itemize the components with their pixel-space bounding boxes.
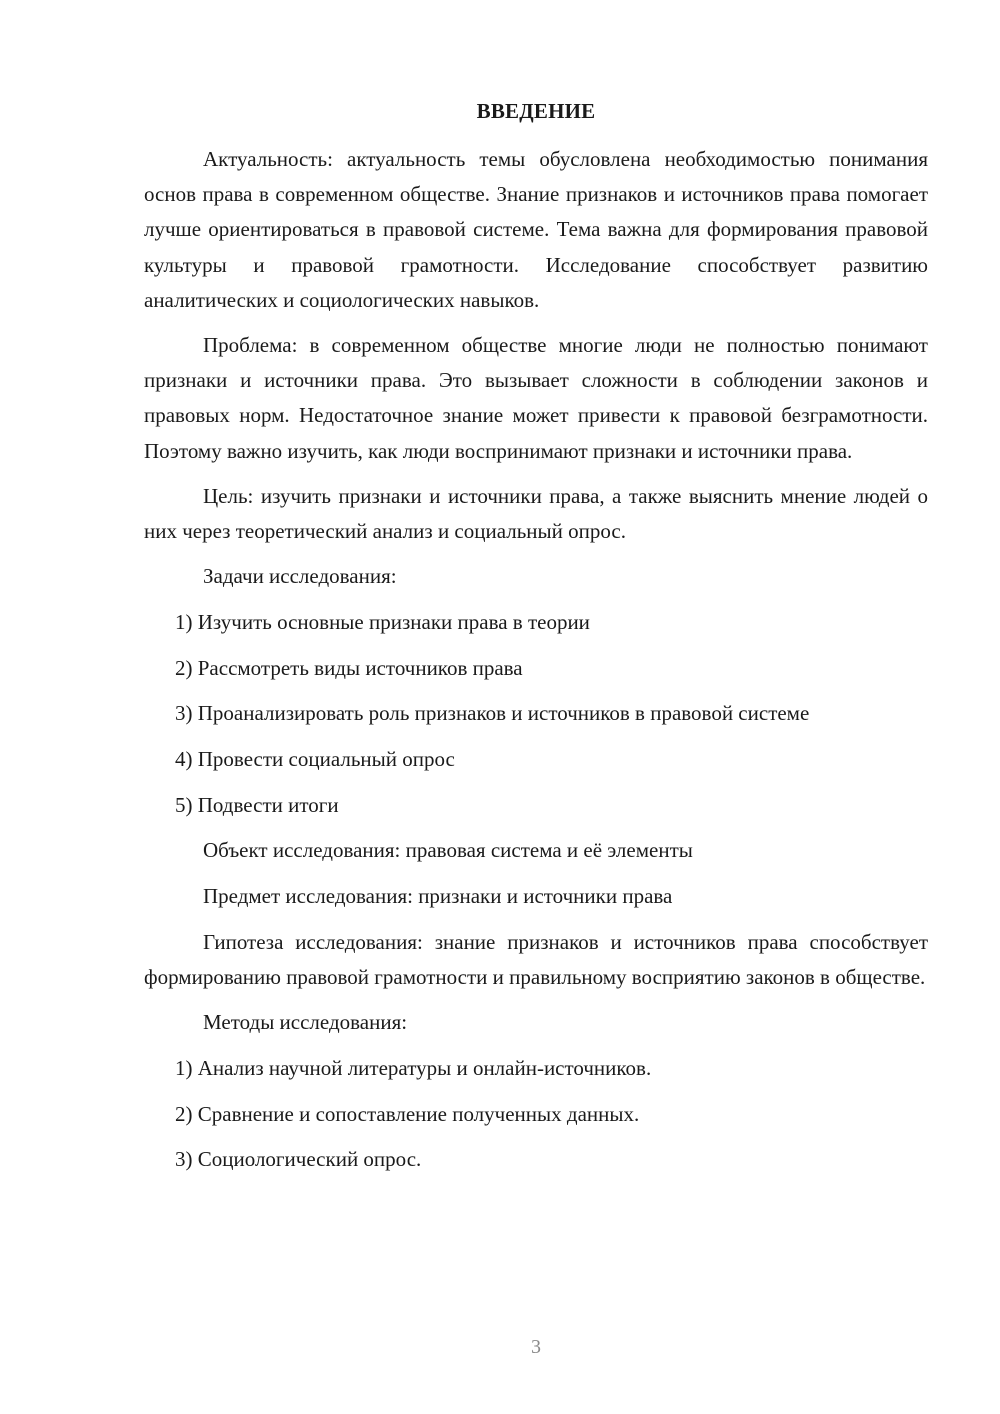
paragraph-goal: Цель: изучить признаки и источники права, а также выяснить мнение людей о них через теоретический анализ и социальный опрос. [144, 483, 928, 544]
list-item: 2) Сравнение и сопоставление полученных данных. [175, 1101, 640, 1126]
page-number: 3 [531, 1336, 541, 1358]
list-item: 1) Изучить основные признаки права в теории [175, 609, 590, 634]
list-item: 1) Анализ научной литературы и онлайн-источников. [175, 1055, 652, 1080]
research-object: Объект исследования: правовая система и её элементы [203, 838, 693, 863]
methods-heading: Методы исследования: [203, 1010, 408, 1035]
list-item: 2) Рассмотреть виды источников права [175, 655, 523, 680]
research-hypothesis: Гипотеза исследования: знание признаков и источников права способствует формированию правовой грамотности и правильному восприятию законов в обществе. [144, 929, 928, 990]
list-item: 3) Проанализировать роль признаков и источников в правовой системе [175, 701, 810, 726]
paragraph-problem: Проблема: в современном обществе многие люди не полностью понимают признаки и источники права. Это вызывает сложности в соблюдении законов и правовых норм. Недостаточное знание может привести к правовой безграмотности. Поэтому важно изучить, как люди воспринимают признаки и источники права. [144, 333, 928, 463]
research-subject: Предмет исследования: признаки и источники права [203, 884, 673, 909]
page-title: ВВЕДЕНИЕ [476, 99, 596, 123]
list-item: 3) Социологический опрос. [175, 1147, 422, 1172]
tasks-list [144, 605, 928, 823]
tasks-heading: Задачи исследования: [203, 564, 397, 589]
paragraph-relevance: Актуальность: актуальность темы обусловлена необходимостью понимания основ права в современном обществе. Знание признаков и источников права помогает лучше ориентироваться в правовой системе. Тема важна для формирования правовой культуры и правовой грамотности. Исследование способствует развитию аналитических и социологических навыков. [144, 147, 928, 312]
list-item: 4) Провести социальный опрос [175, 747, 455, 772]
methods-list [144, 1051, 928, 1178]
document-body [144, 142, 928, 1188]
list-item: 5) Подвести итоги [175, 792, 339, 817]
